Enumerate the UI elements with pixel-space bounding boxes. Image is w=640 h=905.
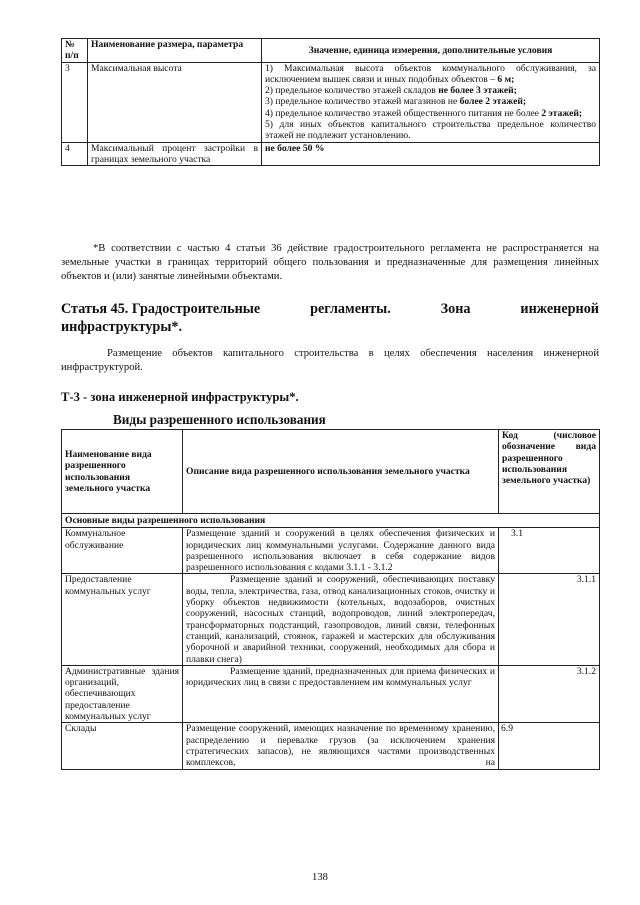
intro-paragraph: Размещение объектов капитального строительства в целях обеспечения населения инженерной инфраструктурой. xyxy=(61,348,599,373)
article-heading-line: Статья 45. Градостроительные регламенты. Зона инженерной xyxy=(61,301,599,317)
row-num: 3 xyxy=(62,62,88,142)
value-item: 5) для иных объектов капитального строительства предельное количество этажей не подлежит установлению. xyxy=(265,119,596,142)
table-row xyxy=(62,723,600,769)
section-row xyxy=(62,514,600,528)
page-number: 138 xyxy=(312,872,328,883)
header-param-name: Наименование размера, параметра xyxy=(88,39,262,63)
row-value: не более 50 % xyxy=(262,142,600,166)
value-item: 1) Максимальная высота объектов коммунального обслуживания, за исключением вышек связи и иных подобных объектов – 6 м; xyxy=(265,62,596,85)
use-code: 6.9 xyxy=(499,723,600,769)
row-param-name: Максимальный процент застройки в границах земельного участка xyxy=(88,142,262,166)
use-desc: Размещение зданий и сооружений в целях обеспечения физических и юридических лиц коммунальными услугами. Содержание данного вида разрешенного использования включает в себя содержание видов разрешенного использования с кодами 3.1.1 - 3.1.2 xyxy=(183,528,499,574)
zone-title: Т-3 - зона инженерной инфраструктуры*. xyxy=(61,390,299,404)
article-heading-line: инфраструктуры*. xyxy=(61,319,183,335)
footnote: *В соответствии с частью 4 статьи 36 действие градостроительного регламента не распространяется на земельные участки в границах территорий общего пользования и предназначенные для размещения линейных объектов и (или) занятые линейными объектами. xyxy=(61,243,599,283)
parameters-table xyxy=(61,38,600,166)
section-title: Основные виды разрешенного использования xyxy=(62,514,600,528)
use-desc: Размещение сооружений, имеющих назначение по временному хранению, распределению и перевалке грузов (за исключением хранения стратегических запасов), не являющихся частями производственных комплексов, на xyxy=(183,723,499,769)
table-row xyxy=(62,142,600,166)
header-use-desc: Описание вида разрешенного использования земельного участка xyxy=(183,430,499,514)
permitted-uses-table xyxy=(61,429,600,770)
use-code: 3.1 xyxy=(499,528,600,574)
use-code: 3.1.2 xyxy=(499,665,600,722)
row-param-name: Максимальная высота xyxy=(88,62,262,142)
article-heading xyxy=(61,300,599,336)
value-item: 4) предельное количество этажей общественного питания не более 2 этажей; xyxy=(265,107,583,119)
parameters-table-header xyxy=(62,39,600,63)
use-code: 3.1.1 xyxy=(499,574,600,665)
header-value: Значение, единица измерения, дополнительные условия xyxy=(262,39,600,63)
table-row xyxy=(62,62,600,142)
use-name: Склады xyxy=(62,723,183,769)
value-item: 3) предельное количество этажей магазинов не более 2 этажей; xyxy=(265,96,527,108)
header-num: № п/п xyxy=(62,39,88,63)
table-row xyxy=(62,574,600,665)
use-name: Предоставление коммунальных услуг xyxy=(62,574,183,665)
header-use-code: Код (числовое обозначение вида разрешенного использования земельного участка) xyxy=(499,430,600,514)
permitted-uses-header xyxy=(62,430,600,514)
use-desc: Размещение зданий и сооружений, обеспечивающих поставку воды, тепла, электричества, газа, отвод канализационных стоков, очистку и уборку объектов недвижимости (котельных, водозаборов, очистных сооружений, насосных станций, водопроводов, линий электропередач, трансформаторных подстанций, газопроводов, линий связи, телефонных станций, канализаций, стоянок, гаражей и мастерских для обслуживания уборочной и аварийной техники, сооружений, необходимых для сбора и плавки снега) xyxy=(183,574,499,665)
use-desc: Размещение зданий, предназначенных для приема физических и юридических лиц в связи с предоставлением им коммунальных услуг xyxy=(183,665,499,722)
value-item: 2) предельное количество этажей складов не более 3 этажей; xyxy=(265,85,517,97)
table-row xyxy=(62,528,600,574)
header-use-name: Наименование вида разрешенного использования земельного участка xyxy=(62,430,183,514)
table-row xyxy=(62,665,600,722)
use-name: Административные здания организаций, обеспечивающих предоставление коммунальных услуг xyxy=(62,665,183,722)
types-title: Виды разрешенного использования xyxy=(113,412,326,427)
use-name: Коммунальное обслуживание xyxy=(62,528,183,574)
row-value xyxy=(262,62,600,142)
row-num: 4 xyxy=(62,142,88,166)
